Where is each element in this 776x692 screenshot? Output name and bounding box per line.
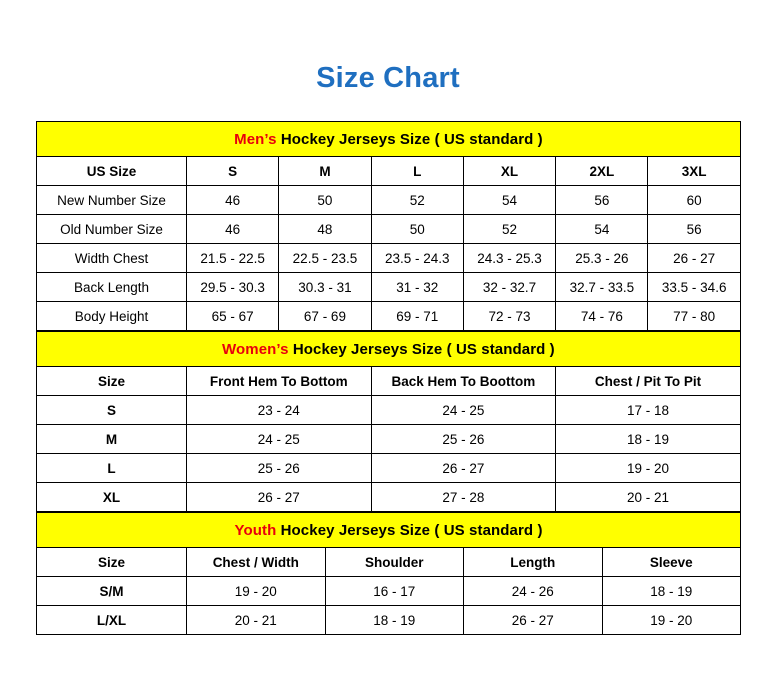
mens-cell-2-2: 23.5 - 24.3 — [371, 244, 463, 273]
youth-col-header-2: Shoulder — [325, 548, 464, 577]
womens-col-header-0: Size — [37, 367, 187, 396]
mens-cell-0-5: 60 — [648, 186, 740, 215]
youth-cell-0-3: 18 - 19 — [602, 577, 741, 606]
mens-col-header-0: US Size — [37, 157, 187, 186]
womens-cell-2-1: 26 - 27 — [371, 454, 556, 483]
mens-cell-2-0: 21.5 - 22.5 — [187, 244, 279, 273]
mens-cell-4-3: 72 - 73 — [463, 302, 555, 331]
mens-col-header-1: S — [187, 157, 279, 186]
mens-cell-3-3: 32 - 32.7 — [463, 273, 555, 302]
youth-cell-1-3: 19 - 20 — [602, 606, 741, 635]
mens-cell-1-3: 52 — [463, 215, 555, 244]
womens-row-label-1: M — [37, 425, 187, 454]
mens-cell-3-2: 31 - 32 — [371, 273, 463, 302]
womens-cell-3-0: 26 - 27 — [187, 483, 372, 512]
womens-col-header-1: Front Hem To Bottom — [187, 367, 372, 396]
mens-cell-3-5: 33.5 - 34.6 — [648, 273, 740, 302]
youth-cell-0-1: 16 - 17 — [325, 577, 464, 606]
mens-cell-4-5: 77 - 80 — [648, 302, 740, 331]
mens-cell-0-4: 56 — [556, 186, 648, 215]
mens-section-heading — [37, 122, 741, 157]
mens-cell-1-0: 46 — [187, 215, 279, 244]
mens-col-header-4: XL — [463, 157, 555, 186]
youth-cell-1-2: 26 - 27 — [464, 606, 603, 635]
youth-col-header-4: Sleeve — [602, 548, 741, 577]
youth-column-header-row — [37, 548, 741, 577]
womens-cell-1-0: 24 - 25 — [187, 425, 372, 454]
womens-cell-1-1: 25 - 26 — [371, 425, 556, 454]
size-chart-tables — [36, 121, 740, 635]
womens-cell-2-2: 19 - 20 — [556, 454, 741, 483]
youth-col-header-3: Length — [464, 548, 603, 577]
table-row — [37, 396, 741, 425]
womens-heading-accent: Women’s — [222, 340, 289, 358]
womens-column-header-row — [37, 367, 741, 396]
mens-cell-1-5: 56 — [648, 215, 740, 244]
mens-row-label-1: Old Number Size — [37, 215, 187, 244]
womens-heading-rest: Hockey Jerseys Size ( US standard ) — [288, 340, 555, 358]
womens-col-header-2: Back Hem To Boottom — [371, 367, 556, 396]
womens-col-header-3: Chest / Pit To Pit — [556, 367, 741, 396]
table-row — [37, 425, 741, 454]
table-row — [37, 186, 741, 215]
youth-col-header-1: Chest / Width — [187, 548, 326, 577]
mens-cell-1-2: 50 — [371, 215, 463, 244]
mens-row-label-3: Back Length — [37, 273, 187, 302]
womens-section-heading-row — [37, 332, 741, 367]
youth-heading-rest: Hockey Jerseys Size ( US standard ) — [276, 521, 543, 539]
womens-cell-3-1: 27 - 28 — [371, 483, 556, 512]
mens-cell-4-0: 65 - 67 — [187, 302, 279, 331]
mens-cell-4-1: 67 - 69 — [279, 302, 371, 331]
mens-cell-1-1: 48 — [279, 215, 371, 244]
youth-section-heading-row — [37, 513, 741, 548]
womens-cell-1-2: 18 - 19 — [556, 425, 741, 454]
page-title: Size Chart — [316, 62, 460, 94]
mens-cell-4-4: 74 - 76 — [556, 302, 648, 331]
table-row — [37, 483, 741, 512]
youth-cell-1-1: 18 - 19 — [325, 606, 464, 635]
womens-cell-3-2: 20 - 21 — [556, 483, 741, 512]
mens-cell-0-1: 50 — [279, 186, 371, 215]
mens-row-label-2: Width Chest — [37, 244, 187, 273]
youth-cell-0-0: 19 - 20 — [187, 577, 326, 606]
mens-heading-accent: Men’s — [234, 130, 277, 148]
mens-cell-0-3: 54 — [463, 186, 555, 215]
table-row — [37, 577, 741, 606]
youth-col-header-0: Size — [37, 548, 187, 577]
womens-section-heading — [37, 332, 741, 367]
table-row — [37, 302, 741, 331]
mens-cell-2-3: 24.3 - 25.3 — [463, 244, 555, 273]
womens-cell-2-0: 25 - 26 — [187, 454, 372, 483]
youth-cell-1-0: 20 - 21 — [187, 606, 326, 635]
mens-cell-3-1: 30.3 - 31 — [279, 273, 371, 302]
mens-cell-3-4: 32.7 - 33.5 — [556, 273, 648, 302]
womens-cell-0-2: 17 - 18 — [556, 396, 741, 425]
youth-row-label-0: S/M — [37, 577, 187, 606]
mens-cell-1-4: 54 — [556, 215, 648, 244]
mens-col-header-6: 3XL — [648, 157, 740, 186]
table-row — [37, 606, 741, 635]
youth-size-table — [36, 512, 741, 635]
mens-col-header-5: 2XL — [556, 157, 648, 186]
mens-cell-2-5: 26 - 27 — [648, 244, 740, 273]
womens-cell-0-1: 24 - 25 — [371, 396, 556, 425]
mens-section-heading-row — [37, 122, 741, 157]
youth-row-label-1: L/XL — [37, 606, 187, 635]
mens-col-header-2: M — [279, 157, 371, 186]
table-row — [37, 273, 741, 302]
mens-row-label-0: New Number Size — [37, 186, 187, 215]
mens-col-header-3: L — [371, 157, 463, 186]
mens-cell-3-0: 29.5 - 30.3 — [187, 273, 279, 302]
youth-section-heading — [37, 513, 741, 548]
table-row — [37, 244, 741, 273]
mens-size-table — [36, 121, 741, 331]
mens-cell-2-1: 22.5 - 23.5 — [279, 244, 371, 273]
mens-cell-0-2: 52 — [371, 186, 463, 215]
mens-cell-2-4: 25.3 - 26 — [556, 244, 648, 273]
mens-heading-rest: Hockey Jerseys Size ( US standard ) — [276, 130, 543, 148]
table-row — [37, 215, 741, 244]
womens-size-table — [36, 331, 741, 512]
womens-row-label-2: L — [37, 454, 187, 483]
womens-row-label-0: S — [37, 396, 187, 425]
youth-heading-accent: Youth — [234, 521, 277, 539]
mens-column-header-row — [37, 157, 741, 186]
table-row — [37, 454, 741, 483]
mens-cell-0-0: 46 — [187, 186, 279, 215]
womens-cell-0-0: 23 - 24 — [187, 396, 372, 425]
youth-cell-0-2: 24 - 26 — [464, 577, 603, 606]
womens-row-label-3: XL — [37, 483, 187, 512]
mens-cell-4-2: 69 - 71 — [371, 302, 463, 331]
mens-row-label-4: Body Height — [37, 302, 187, 331]
